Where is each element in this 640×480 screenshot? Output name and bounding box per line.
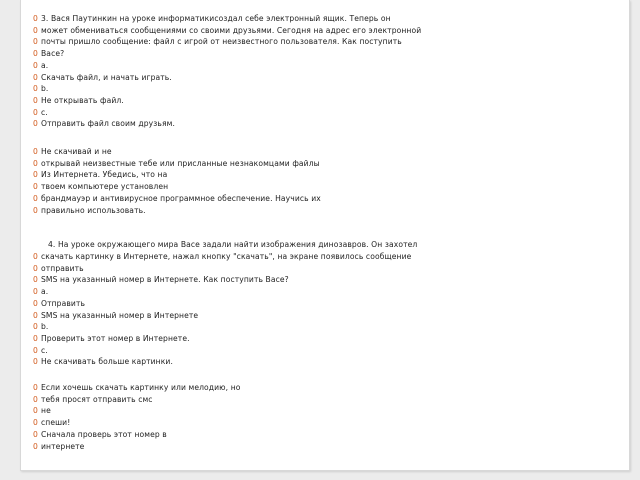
bullet-marker: 0 bbox=[33, 394, 38, 404]
q3-line: почты пришло сообщение: файл с игрой от неизвестного пользователя. Как поступить bbox=[41, 37, 402, 47]
q3-line: Васе? bbox=[41, 49, 65, 59]
bullet-marker: 0 bbox=[33, 60, 38, 70]
q4-heading: 4. На уроке окружающего мира Васе задали найти изображения динозавров. Он захотел bbox=[48, 240, 418, 249]
q4-line: Не скачивать больше картинки. bbox=[41, 357, 173, 367]
q4-line: SMS на указанный номер в Интернете. Как поступить Васе? bbox=[41, 275, 289, 285]
q3-answer-line: Не скачивай и не bbox=[41, 147, 112, 156]
q4-answer-line: интернете bbox=[41, 441, 85, 451]
q4-answer-line: Если хочешь скачать картинку или мелодию, но bbox=[41, 383, 241, 392]
bullet-marker: 0 bbox=[33, 37, 38, 47]
q3-line: b. bbox=[41, 84, 49, 94]
bullet-marker: 0 bbox=[33, 345, 38, 355]
bullet-marker: 0 bbox=[33, 25, 38, 35]
bullet-marker: 0 bbox=[33, 72, 38, 82]
bullet-marker: 0 bbox=[33, 252, 38, 261]
bullet-marker: 0 bbox=[33, 147, 38, 156]
bullet-marker: 0 bbox=[33, 170, 38, 180]
bullet-marker: 0 bbox=[33, 287, 38, 297]
q3-line: Отправить файл своим друзьям. bbox=[41, 119, 175, 129]
q3-line: c. bbox=[41, 107, 48, 117]
bullet-marker: 0 bbox=[33, 263, 38, 273]
q3-answer-line: Из Интернета. Убедись, что на bbox=[41, 170, 168, 180]
q3-answer-line: открывай неизвестные тебе или присланные незнакомцами файлы bbox=[41, 158, 320, 168]
q4-line: SMS на указанный номер в Интернете bbox=[41, 310, 199, 320]
bullet-marker: 0 bbox=[33, 298, 38, 308]
q3-line: Не открывать файл. bbox=[41, 95, 124, 105]
q3-line: 3. Вася Паутинкин на уроке информатикисоздал себе электронный ящик. Теперь он bbox=[41, 14, 391, 23]
q4-answer-line: спеши! bbox=[41, 418, 71, 428]
q4-line: Отправить bbox=[41, 298, 86, 308]
bullet-marker: 0 bbox=[33, 84, 38, 94]
bullet-marker: 0 bbox=[33, 429, 38, 439]
bullet-marker: 0 bbox=[33, 193, 38, 203]
q4-line: Проверить этот номер в Интернете. bbox=[41, 333, 190, 343]
bullet-marker: 0 bbox=[33, 357, 38, 367]
q4-answer-line: не bbox=[41, 406, 51, 416]
bullet-marker: 0 bbox=[33, 310, 38, 320]
q3-answer-line: правильно использовать. bbox=[41, 205, 146, 215]
q3-answer-line: брандмауэр и антивирусное программное обеспечение. Научись их bbox=[41, 193, 321, 203]
q4-line: c. bbox=[41, 345, 48, 355]
bullet-marker: 0 bbox=[33, 14, 38, 23]
q4-line: a. bbox=[41, 287, 49, 297]
q3-answer-line: твоем компьютере установлен bbox=[41, 182, 169, 192]
q4-answer-line: тебя просят отправить смс bbox=[41, 394, 153, 404]
bullet-marker: 0 bbox=[33, 406, 38, 416]
bullet-marker: 0 bbox=[33, 95, 38, 105]
bullet-marker: 0 bbox=[33, 383, 38, 392]
bullet-marker: 0 bbox=[33, 158, 38, 168]
q4-line: отправить bbox=[41, 263, 84, 273]
q4-line: скачать картинку в Интернете, нажал кнопку "скачать", на экране появилось сообщение bbox=[41, 252, 412, 261]
bullet-marker: 0 bbox=[33, 333, 38, 343]
q3-line: может обмениваться сообщениями со своими друзьями. Сегодня на адрес его электронной bbox=[41, 25, 422, 35]
bullet-marker: 0 bbox=[33, 322, 38, 332]
q3-line: Скачать файл, и начать играть. bbox=[41, 72, 172, 82]
bullet-marker: 0 bbox=[33, 119, 38, 129]
bullet-marker: 0 bbox=[33, 49, 38, 59]
bullet-marker: 0 bbox=[33, 107, 38, 117]
q4-line: b. bbox=[41, 322, 49, 332]
q4-answer-line: Сначала проверь этот номер в bbox=[41, 429, 167, 439]
q3-line: a. bbox=[41, 60, 49, 70]
bullet-marker: 0 bbox=[33, 205, 38, 215]
bullet-marker: 0 bbox=[33, 182, 38, 192]
bullet-marker: 0 bbox=[33, 441, 38, 451]
bullet-marker: 0 bbox=[33, 275, 38, 285]
bullet-marker: 0 bbox=[33, 418, 38, 428]
